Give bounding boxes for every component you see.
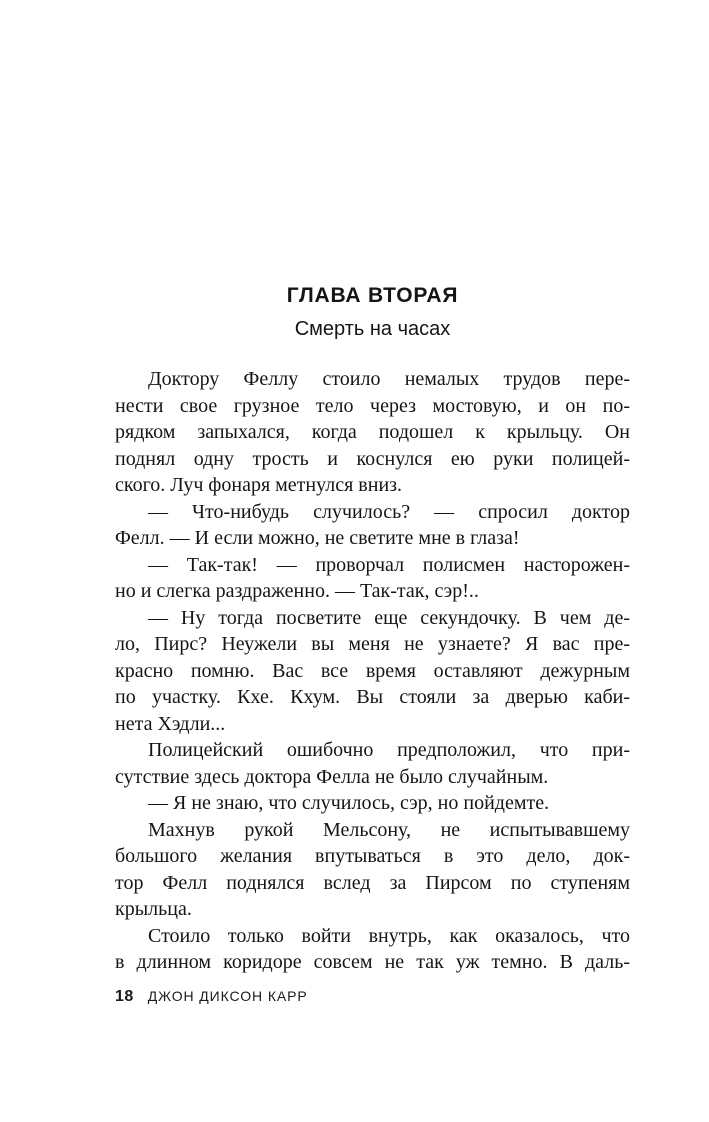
text-line: нести свое грузное тело через мостовую, и он по- bbox=[115, 394, 630, 417]
text-line: по участку. Кхе. Кхум. Вы стояли за дверью каби- bbox=[115, 686, 630, 708]
paragraph bbox=[115, 790, 630, 817]
page-footer bbox=[115, 988, 630, 1006]
text-line: Стоило только войти внутрь, как оказалось, что bbox=[148, 924, 630, 947]
text-line: поднял одну трость и коснулся ею руки полицей- bbox=[115, 447, 630, 470]
text-line: — Ну тогда посветите еще секундочку. В чем де- bbox=[148, 606, 630, 629]
text-line: Фелл. — И если можно, не светите мне в глаза! bbox=[115, 527, 520, 549]
text-line: но и слегка раздраженно. — Так-так, сэр!.. bbox=[115, 580, 479, 602]
paragraph bbox=[115, 552, 630, 605]
text-line: сутствие здесь доктора Фелла не было случайным. bbox=[115, 765, 549, 788]
text-line: ло, Пирс? Неужели вы меня не узнаете? Я вас пре- bbox=[115, 633, 630, 655]
text-line: — Я не знаю, что случилось, сэр, но пойдемте. bbox=[148, 792, 550, 814]
body-text bbox=[115, 366, 630, 976]
text-line: ского. Луч фонаря метнулся вниз. bbox=[115, 474, 403, 496]
text-line: крыльца. bbox=[115, 898, 192, 920]
text-line: Махнув рукой Мельсону, не испытывавшему bbox=[148, 818, 630, 841]
page-number: 18 bbox=[115, 988, 134, 1005]
paragraph bbox=[115, 817, 630, 923]
text-line: тор Фелл поднялся вслед за Пирсом по ступеням bbox=[115, 871, 630, 894]
paragraph bbox=[115, 366, 630, 499]
paragraph bbox=[115, 923, 630, 976]
chapter-title: ГЛАВА ВТОРАЯ bbox=[286, 284, 459, 307]
chapter-subtitle: Смерть на часах bbox=[294, 318, 451, 340]
text-line: Доктору Феллу стоило немалых трудов пере- bbox=[148, 368, 630, 390]
text-line: Полицейский ошибочно предположил, что при- bbox=[148, 739, 630, 761]
text-line: — Так-так! — проворчал полисмен насторожен- bbox=[148, 553, 630, 576]
text-line: нета Хэдли... bbox=[115, 712, 226, 735]
paragraph bbox=[115, 605, 630, 738]
paragraph bbox=[115, 499, 630, 552]
text-line: красно помню. Вас все время оставляют дежурным bbox=[115, 659, 630, 682]
text-line: большого желания впутываться в это дело, док- bbox=[115, 845, 630, 867]
paragraph bbox=[115, 737, 630, 790]
text-line: рядком запыхался, когда подошел к крыльцу. Он bbox=[115, 421, 630, 443]
running-title-author: ДЖОН ДИКСОН КАРР bbox=[147, 988, 308, 1004]
text-line: — Что-нибудь случилось? — спросил доктор bbox=[148, 500, 630, 523]
text-line: в длинном коридоре совсем не так уж темно. В даль- bbox=[115, 951, 630, 973]
